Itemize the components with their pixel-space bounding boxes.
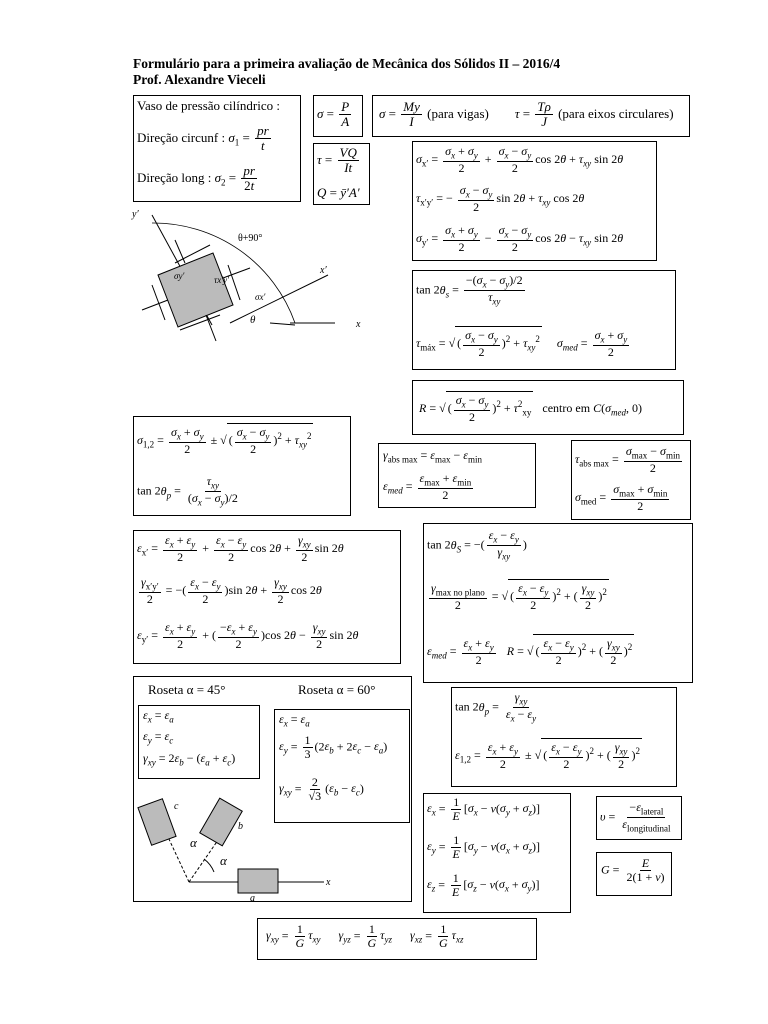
longitudinal-sub: longitudinal — [627, 823, 671, 834]
centro-label: centro em — [542, 400, 591, 415]
alpha-label-1: α — [190, 835, 197, 850]
strain-transformation-box: $\varepsilon_{x'}$ = $\frac{\varepsilon_x + \varepsilon_y}{2}$ + $\frac{\varepsilon_x - \varepsilon_y}{2}$ cos 2θ + $\gamma_{xy}$ 2 sin 2θ $\frac{\gamma_{x'y'}}{2}$ = −( $\frac{\varepsilon_x - \varepsilon_y}{2}$ )sin 2θ + $\gamma_{xy}$ 2 cos 2θ $\varepsilon_{y'}$ = $\frac{\varepsilon_x + \varepsilon_y}{2}$ + ( $\frac{-\varepsilon_x + \varepsilon_y}{2}$ )cos 2θ − $\gamma_{xy}$ 2 sin 2θ — [133, 530, 401, 664]
rosette-diagram — [134, 777, 334, 901]
roseta-60-title: Roseta α = 60° — [298, 682, 376, 697]
principal-strain-box: $\tan 2\theta_p$ = $\gamma_{xy}$ $\varepsilon_x - \varepsilon_y$ $\varepsilon_{1,2}$ = $\frac{\varepsilon_x + \varepsilon_y}{2}$ ± √ ( $\frac{\varepsilon_x - \varepsilon_y}{2}$ )$^2$ + ( $\gamma_{xy}$ 2 )$^2$ — [451, 687, 677, 787]
mohr-radius-box: R = √ ( $\frac{\sigma_x - \sigma_y}{2}$ )$^2 + \tau^2_{xy}$ centro em $C(\sigma_{med}$, 0) — [412, 380, 684, 435]
bending-torsion-box: σ = $\frac{My}{I}$ (para vigas) τ = $\frac{T\rho}{J}$ (para eixos circulares) — [372, 95, 690, 137]
lateral-sub: lateral — [640, 806, 664, 817]
axis-x-label: x — [356, 319, 361, 330]
shear-modulus-box: G = $\frac{E}{2(1 + v)}$ — [596, 852, 672, 896]
shear-flow-box: τ = $\frac{VQ}{It}$ Q = ȳ′A′ — [313, 143, 370, 205]
vaso-circ-label: Direção circunf : — [137, 129, 226, 145]
rosette-box — [133, 676, 412, 902]
poisson-box: υ = $-\varepsilon_{lateral}$ $\varepsilon_{longitudinal}$ — [596, 796, 682, 840]
abs-sub: abs max — [387, 454, 418, 465]
hooke-law-box: $\varepsilon_x$ = $\frac{1}{E}$ $[\sigma_x - v(\sigma_y + \sigma_z)]$ $\varepsilon_y$ = $\frac{1}{E}$ $[\sigma_y - v(\sigma_x + \sigma_z)]$ $\varepsilon_z$ = $\frac{1}{E}$ $[\sigma_z - v(\sigma_x + \sigma_y)]$ — [423, 793, 571, 913]
page-title: Formulário para a primeira avaliação de Mecânica dos Sólidos II – 2016/4 — [133, 56, 561, 71]
abs-max-strain-box: $\gamma_{abs max} = \varepsilon_{max} - \varepsilon_{min}$ $\varepsilon_{med}$ = $\varepsilon_{max} + \varepsilon_{min}$ 2 — [378, 443, 536, 508]
roseta-45-title: Roseta α = 45° — [148, 682, 226, 697]
alpha-label-2: α — [220, 853, 227, 868]
stress-transformation-box: $\sigma_{x'}$ = $\frac{\sigma_x + \sigma_y}{2}$ + $\frac{\sigma_x - \sigma_y}{2}$ $\cos 2\theta + \tau_{xy}$ sin 2θ $\tau_{x'y'}$ = − $\frac{\sigma_x - \sigma_y}{2}$ $\sin 2\theta + \tau_{xy}$ cos 2θ $\sigma_{y'}$ = $\frac{\sigma_x + \sigma_y}{2}$ − $\frac{\sigma_x - \sigma_y}{2}$ $\cos 2\theta - \tau_{xy}$ sin 2θ — [412, 141, 657, 261]
plano-sub: max no plano — [435, 587, 485, 598]
shear-strain-box: $\gamma_{xy}$ = $\frac{1}{G}$ $\tau_{xy}$ $\gamma_{yz}$ = $\frac{1}{G}$ $\tau_{yz}$ $\gamma_{xz}$ = $\frac{1}{G}$ $\tau_{xz}$ — [257, 918, 537, 960]
stress-element-diagram — [130, 205, 375, 400]
page-subtitle: Prof. Alexandre Vieceli — [133, 72, 266, 87]
vaso-long: Direção long : $\sigma_2$ = $\frac{pr}{2t}$ — [137, 163, 255, 194]
max-strain-box: $\tan 2\theta_S$ = −( $\varepsilon_x - \varepsilon_y$ $\gamma_{xy}$ ) $\gamma_{max no plano}$ 2 = √ ( $\frac{\varepsilon_x - \varepsilon_y}{2}$ )$^2$ + ( $\gamma_{xy}$ 2 )$^2$ $\varepsilon_{med}$ = $\frac{\varepsilon_x + \varepsilon_y}{2}$ R = √ ( $\frac{\varepsilon_x - \varepsilon_y}{2}$ )$^2$ + ( $\gamma_{xy}$ 2 )$^2$ — [423, 523, 693, 683]
tau-label: τx′y′ — [214, 275, 230, 285]
sigma-x-label: σx′ — [255, 292, 266, 302]
rosette-axis-x: x — [326, 877, 331, 888]
abs-max-stress-box: $\tau_{abs max}$ = $\sigma_{max} - \sigma_{min}$ 2 $\sigma_{med}$ = $\sigma_{max} + \sigma_{min}$ 2 — [571, 440, 691, 520]
roseta-60-box: $\varepsilon_x = \varepsilon_a$ $\varepsilon_y$ = $\frac{1}{3}$ $(2\varepsilon_b + 2\varepsilon_c - \varepsilon_a)$ $\gamma_{xy}$ = $\frac{2}{√3}$ $(\varepsilon_b - \varepsilon_c)$ — [274, 709, 410, 823]
principal-stress-box: $\sigma_{1,2}$ = $\frac{\sigma_x + \sigma_y}{2}$ ± √ ( $\frac{\sigma_x - \sigma_y}{2}$ )$^2 + \tau_{xy}^2$ $\tan 2\theta_p$ = $\tau_{xy}$ $(\sigma_x - \sigma_y)/2$ — [133, 416, 351, 516]
normal-stress-box: σ = $\frac{P}{A}$ — [313, 95, 363, 137]
axis-xprime-label: x′ — [320, 265, 327, 276]
gauge-a-label: a — [250, 893, 255, 901]
vaso-title: Vaso de pressão cilíndrico : — [137, 98, 280, 113]
roseta-45-box: $\varepsilon_x = \varepsilon_a$ $\varepsilon_y = \varepsilon_c$ $\gamma_{xy} = 2\varepsilon_b - (\varepsilon_a + \varepsilon_c)$ — [138, 705, 260, 779]
gauge-b-label: b — [238, 821, 243, 832]
sigma-y-label: σy′ — [174, 271, 185, 281]
vaso-box — [133, 95, 301, 202]
vaso-circ: Direção circunf : $\sigma_1$ = $\frac{pr}{t}$ — [137, 123, 269, 154]
vaso-long-label: Direção long : — [137, 169, 212, 185]
angle-label: θ+90° — [238, 233, 263, 244]
max-shear-box: $\tan 2\theta_s$ = $-(\sigma_x - \sigma_y)/2$ $\tau_{xy}$ $\tau_{máx}$ = √ ( $\frac{\sigma_x - \sigma_y}{2}$ )$^2 + \tau_{xy}^2$ $\sigma_{med}$ = $\frac{\sigma_x + \sigma_y}{2}$ — [412, 270, 676, 370]
vigas-label: (para vigas) — [427, 105, 489, 121]
theta-label: θ — [250, 314, 256, 326]
gauge-c-label: c — [174, 801, 179, 812]
eixos-label: (para eixos circulares) — [558, 105, 674, 121]
axis-yprime-label: y′ — [132, 209, 139, 220]
